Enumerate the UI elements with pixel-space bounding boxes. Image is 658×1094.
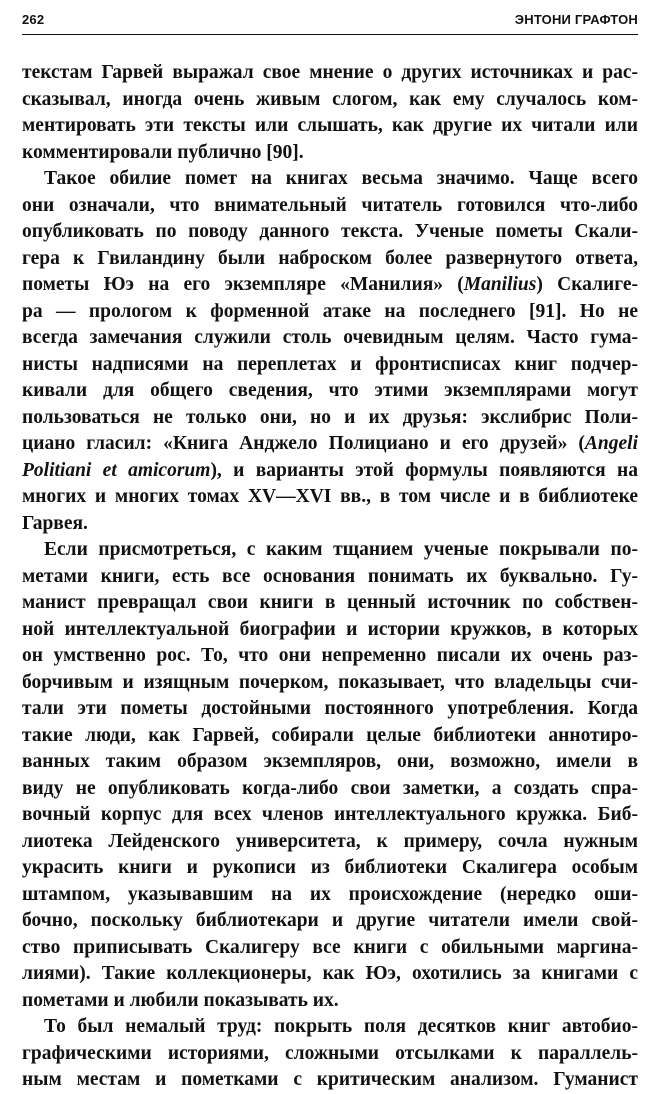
- text-line: он умственно рос. То, что они непременно писали их очень раз-: [22, 645, 638, 666]
- text-line: украсить книги и рукописи из библиотеки Скалигера особым: [22, 857, 638, 878]
- text-line: опубликовать по поводу данного текста. Ученые пометы Скали-: [22, 221, 638, 242]
- text-line: штампом, указывавшим на их происхождение (нередко оши-: [22, 883, 638, 905]
- text-line: То был немалый труд: покрыть поля десятков книг автобио-: [44, 1016, 638, 1037]
- running-title: ЭНТОНИ ГРАФТОН: [514, 12, 638, 27]
- text-line: такие люди, как Гарвей, собирали целые библиотеки аннотиро-: [22, 724, 638, 746]
- text-run: ), и варианты этой формулы появляются на: [210, 459, 638, 481]
- text-line: ванных таким образом экземпляров, они, возможно, имели в: [22, 751, 638, 772]
- text-line: они означали, что внимательный читатель готовился что-либо: [22, 194, 638, 216]
- text-line: сказывал, иногда очень живым слогом, как ему случалось ком-: [22, 88, 638, 110]
- text-line: всегда замечания служили столь очевидным целям. Часто гума-: [22, 327, 638, 348]
- text-line: бочно, поскольку библиотекари и другие читатели имели свой-: [22, 910, 638, 931]
- text-line: комментировали публично [90].: [22, 141, 304, 163]
- text-line: Если присмотреться, с каким тщанием ученые покрывали по-: [44, 539, 638, 560]
- text-run: ) Скалиге-: [536, 274, 638, 295]
- text-line: [22, 431, 638, 458]
- text-line: ство приписывать Скалигеру все книги с обильными маргина-: [22, 936, 638, 958]
- text-line: текстам Гарвей выражал свое мнение о других источниках и рас-: [22, 62, 638, 83]
- text-line: [22, 458, 638, 485]
- text-line: вочный корпус для всех членов интеллектуального кружка. Биб-: [22, 804, 638, 825]
- text-line: виду не опубликовать когда-либо свои заметки, а создать спра-: [22, 777, 638, 799]
- text-line: [22, 272, 638, 299]
- body-text: [22, 60, 638, 1094]
- header-rule: [22, 34, 638, 35]
- text-line: кивали для общего сведения, что этими экземплярами могут: [22, 380, 638, 401]
- page-number: 262: [22, 12, 45, 27]
- text-line: лиотека Лейденского университета, к примеру, сочла нужным: [22, 830, 638, 852]
- italic-run: Angeli: [584, 433, 638, 454]
- text-line: ным местам и пометками с критическим анализом. Гуманист: [22, 1069, 638, 1090]
- text-line: нисты надписями на переплетах и фронтисписах книг подчер-: [22, 353, 638, 375]
- text-line: борчивым и изящным почерком, показывает, что владельцы счи-: [22, 671, 638, 693]
- text-line: пометами и любили показывать их.: [22, 989, 339, 1011]
- text-run: циано гласил: «Книга Анджело Полициано и его друзей» (: [22, 433, 585, 454]
- text-line: Гарвея.: [22, 512, 88, 534]
- text-line: тали эти пометы достойными постоянного употребления. Когда: [22, 698, 638, 719]
- text-run: пометы Юэ на его экземпляре «Манилия» (: [22, 274, 464, 295]
- text-line: ментировать эти тексты или слышать, как другие их читали или: [22, 115, 638, 136]
- italic-run: Politiani et amicorum: [22, 459, 211, 481]
- text-line: манист превращал свои книги в ценный источник по собствен-: [22, 592, 638, 613]
- text-line: пользоваться не только они, но и их друзья: экслибрис Поли-: [22, 406, 638, 428]
- text-line: многих и многих томах XV—XVI вв., в том числе и в библиотеке: [22, 486, 638, 507]
- text-line: ра — прологом к форменной атаке на последнего [91]. Но не: [22, 300, 638, 322]
- page-header: [22, 12, 638, 32]
- text-line: гера к Гвиландину были наброском более развернутого ответа,: [22, 247, 638, 269]
- text-line: графическими историями, сложными отсылками к параллель-: [22, 1042, 638, 1064]
- text-line: Такое обилие помет на книгах весьма значимо. Чаще всего: [44, 168, 638, 189]
- text-line: лиями). Такие коллекционеры, как Юэ, охотились за книгами с: [22, 963, 638, 984]
- text-line: ной интеллектуальной биографии и истории кружков, в которых: [22, 618, 638, 640]
- text-line: метами книги, есть все основания понимать их буквально. Гу-: [22, 565, 638, 587]
- italic-run: Manilius: [463, 274, 537, 295]
